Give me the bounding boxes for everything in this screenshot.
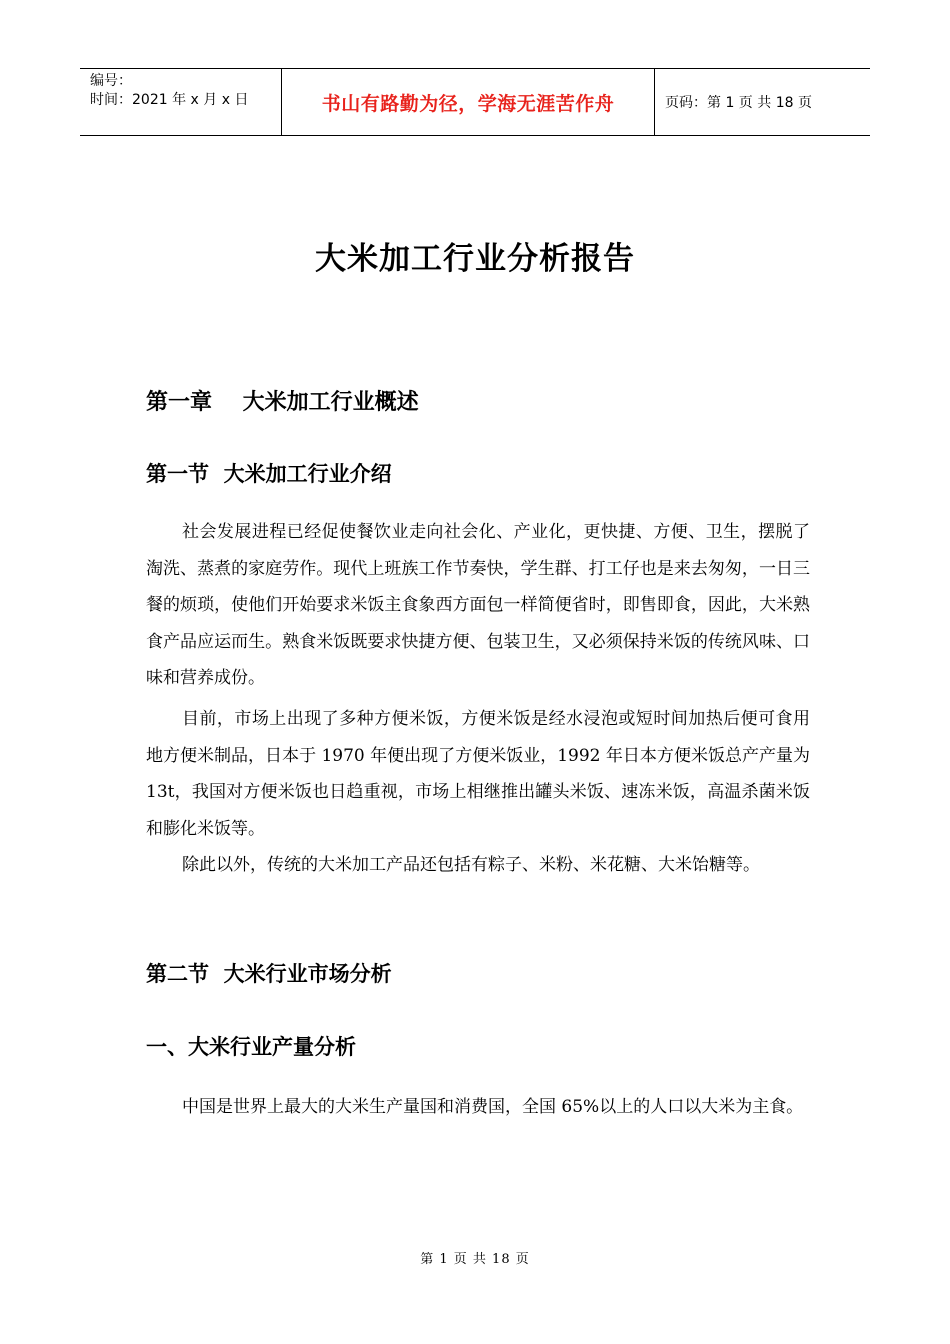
header-page-info: 页码：第 1 页 共 18 页	[665, 95, 812, 111]
header-meta-cell	[80, 69, 282, 135]
section-heading-2: 第二节 大米行业市场分析	[146, 962, 392, 986]
chapter-heading: 第一章 大米加工行业概述	[146, 390, 419, 415]
header-motto-cell	[282, 69, 655, 135]
paragraph-4: 中国是世界上最大的大米生产量国和消费国，全国 65%以上的人口以大米为主食。	[182, 1097, 804, 1117]
paragraph-2: 目前，市场上出现了多种方便米饭，方便米饭是经水浸泡或短时间加热后便可食用地方便米制品，日本于 1970 年便出现了方便米饭业，1992 年日本方便米饭总产产量为 13t，我国对方便米饭也日趋重视，市场上相继推出罐头米饭、速冻米饭，高温杀菌米饭和膨化米饭等。	[146, 709, 810, 839]
header-motto: 书山有路勤为径，学海无涯苦作舟	[321, 92, 615, 115]
page-footer: 第 1 页 共 18 页	[420, 1252, 530, 1267]
header-table	[80, 68, 870, 136]
paragraph-3: 除此以外，传统的大米加工产品还包括有粽子、米粉、米花糖、大米饴糖等。	[182, 855, 760, 875]
header-page-cell	[655, 69, 870, 135]
paragraph-1: 社会发展进程已经促使餐饮业走向社会化、产业化，更快捷、方便、卫生，摆脱了淘洗、蒸煮的家庭劳作。现代上班族工作节奏快，学生群、打工仔也是来去匆匆，一日三餐的烦琐，使他们开始要求米饭主食象西方面包一样简便省时，即售即食，因此，大米熟食产品应运而生。熟食米饭既要求快捷方便、包装卫生，又必须保持米饭的传统风味、口味和营养成份。	[146, 522, 810, 688]
document-title: 大米加工行业分析报告	[315, 241, 635, 277]
section-heading-1: 第一节 大米加工行业介绍	[146, 462, 392, 486]
document-date-label: 时间：2021 年 x 月 x 日	[90, 92, 249, 108]
subsection-heading-1: 一、大米行业产量分析	[146, 1035, 356, 1059]
document-number-label: 编号：	[90, 73, 132, 89]
